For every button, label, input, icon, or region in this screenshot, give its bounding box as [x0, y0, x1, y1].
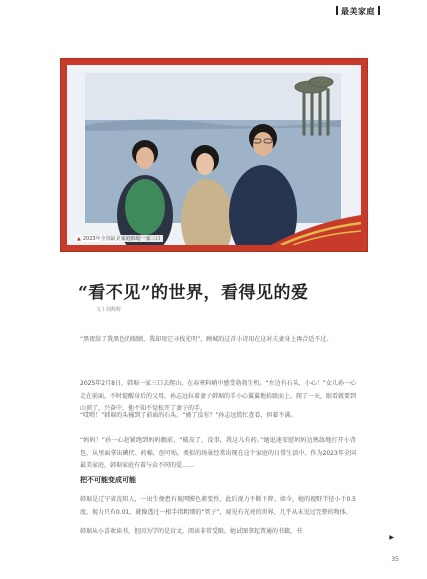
caption-marker-icon: ▲ — [77, 236, 81, 242]
paragraph-daughter: “妈妈！”孙一心赶紧跑到妈妈跟前，“破皮了，没事，我这儿有药。”她迅速安慰妈妈边熟练地打开小背包，从里面拿出碘伏、药棉，创可贴。类似的场景经常出现在这个家庭的日常生活中。作为2023年全国最美家庭，韩琚家庭有着与众不同的爱…… — [80, 437, 356, 469]
article-byline: 文丨周辉辉 — [96, 307, 122, 313]
continue-arrow-icon: ▶ — [389, 534, 394, 541]
photo-container — [67, 65, 361, 245]
section-bar-left — [336, 6, 338, 15]
page-number: 35 — [391, 556, 399, 563]
photo-caption — [75, 235, 163, 242]
section-subheading: 把不可能变成可能 — [80, 476, 136, 484]
paragraph-intro: “黑夜给了我黑色的眼睛，我却用它寻找光明”，顾城的这首小诗用在这对夫妻身上再合适不过。 — [80, 336, 333, 343]
caption-text: 2023年全国最美家庭韩琚一家三口 — [82, 236, 161, 242]
section-tag — [333, 6, 383, 17]
article-title: “看不见”的世界，看得见的爱 — [78, 283, 309, 303]
section-bar-right — [378, 6, 380, 15]
paragraph-reading: 韩琚从小喜欢读书，但因为学的是盲文，阅读非常受限。她试图拿起普通的书籍，书 — [80, 528, 303, 535]
paragraph-bump: “哎哟！”韩琚的头撞到了前面的石头。“被了没有？”孙志远慌忙查看，担着不满。 — [80, 412, 297, 419]
section-label: 最美家庭 — [341, 7, 375, 16]
ribbon-decoration — [271, 215, 361, 245]
paragraph-hike: 2025年2月8日，韩琚一家三口去爬山，在春寒料峭中感受勃勃生机。“左边有石头，小心！”女儿孙一心走在前面，不时提醒身后的父母，孙志远拉着妻子韩琚的手小心翼翼地拾级而上。爬了一天，眼看就要到山顶了，兴奋中，他不知不觉松开了妻子的手。 — [80, 380, 357, 412]
photo-frame — [60, 58, 368, 252]
paragraph-background: 韩琚是辽宁省沈阳人，一出生便患有视网膜色素变性，此后视力不断下降。如今，她的视野半径小于0.5度，视力只有0.01，就像透过一根手指粗细的“管子”，窥见有光亮的世界，几乎从未见过完整的物体。 — [80, 496, 356, 516]
